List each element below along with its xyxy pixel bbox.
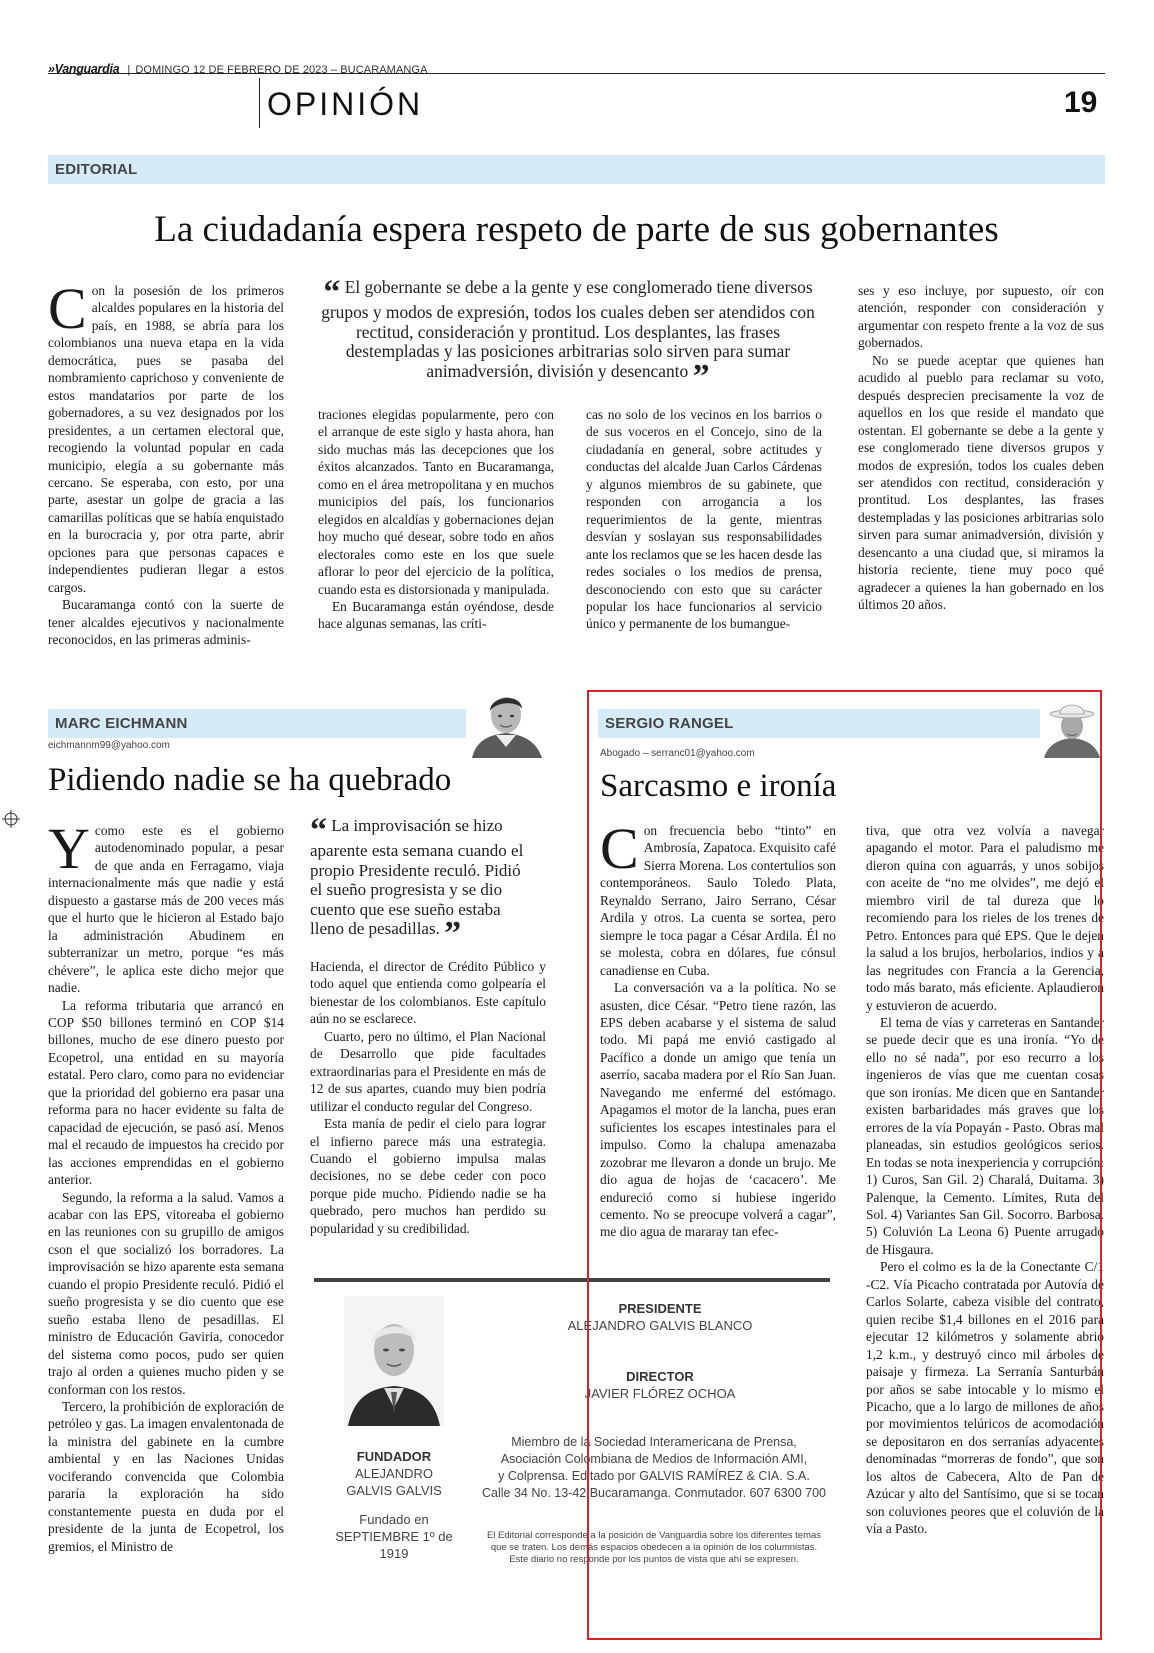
close-quote-icon: ” bbox=[444, 915, 462, 952]
paragraph: traciones elegidas popularmente, pero con el arranque de este siglo y hasta ahora, han sido muchas más las decepciones que los éxitos alcanzados. Tanto en Bucaramanga, como en el área metropolitana y en muchos municipios del país, los funcionarios elegidos en alcaldías y gobernaciones dejan hoy mucho qué desear, sobre todo en años electorales como este en los que suele aflorar lo peor del ejercicio de la política, cuando esta es distorsionada y manipulada. bbox=[318, 407, 554, 597]
editorial-pullquote: “ El gobernante se debe a la gente y ese conglomerado tiene diversos grupos y modos de expresión, todos los cuales deben ser atendidos con rectitud, consideración y prontitud. Los desplantes, las frases destempladas y las posiciones arbitrarias solo sirven para sumar animadversión, división y desencanto ” bbox=[321, 274, 815, 395]
founder-name: GALVIS GALVIS bbox=[346, 1483, 442, 1498]
director-label: DIRECTOR bbox=[626, 1369, 694, 1384]
paragraph: Hacienda, el director de Crédito Público y todo aquel que entienda como golpearía el bienestar de los colombianos. Este capítulo aún no se esclarece. bbox=[310, 959, 546, 1027]
column-right-col-1 bbox=[600, 816, 836, 1241]
president-label: PRESIDENTE bbox=[618, 1301, 702, 1316]
open-quote-icon: “ bbox=[310, 812, 327, 849]
disclaimer: El Editorial corresponde a la posición de Vanguardia sobre los diferentes temas que se traten. Los demás espacios obedecen a la opinión de los columnistas. Este diario no responde por los puntos de vista que ahí se expresen. bbox=[486, 1530, 822, 1565]
author-band-right bbox=[598, 709, 1104, 738]
founder-block bbox=[324, 1448, 464, 1562]
editorial-headline: La ciudadanía espera respeto de parte de sus gobernantes bbox=[154, 209, 999, 250]
author-name: SERGIO RANGEL bbox=[605, 715, 734, 732]
column-left-col-1 bbox=[48, 816, 284, 1555]
section-divider bbox=[259, 78, 260, 128]
president-block bbox=[560, 1300, 760, 1334]
masthead-rule bbox=[314, 1278, 830, 1282]
column-headline: Pidiendo nadie se ha quebrado bbox=[48, 762, 452, 798]
drop-cap: Y bbox=[48, 816, 90, 881]
author-email: Abogado – serranc01@yahoo.com bbox=[600, 748, 755, 759]
author-email: eichmannm99@yahoo.com bbox=[48, 740, 170, 751]
header-rule bbox=[48, 73, 1105, 74]
dateline: DOMINGO 12 DE FEBRERO DE 2023 – BUCARAMANGA bbox=[135, 64, 428, 76]
founder-name: ALEJANDRO bbox=[354, 1466, 434, 1481]
paragraph: cas no solo de los vecinos en los barrios o de sus voceros en el Concejo, sino de la ciudadanía en general, sobre actitudes y conductas del alcalde Juan Carlos Cárdenas y algunos miembros de su gabinete, que responden con arrogancia a los requerimientos de la gente, mientras desvían y soslayan sus responsabilidades ante los reclamos que se les hacen desde las redes sociales o los medios de prensa, desconociendo con esto que su carácter popular los hace funcionarios al servicio único y permanente de los bumangue- bbox=[586, 407, 822, 632]
founded-date: SEPTIEMBRE 1º de 1919 bbox=[335, 1529, 453, 1561]
founder-photo bbox=[344, 1296, 444, 1426]
close-quote-icon: ” bbox=[692, 357, 710, 395]
author-name: MARC EICHMANN bbox=[55, 715, 188, 732]
drop-cap: C bbox=[600, 816, 639, 881]
brand-logo: »Vanguardia bbox=[48, 62, 120, 76]
founded-date: Fundado en bbox=[359, 1512, 429, 1527]
paragraph: En Bucaramanga están oyéndose, desde hace algunas semanas, las críti- bbox=[318, 598, 554, 632]
editorial-col-1 bbox=[48, 276, 284, 649]
drop-cap: C bbox=[48, 276, 87, 341]
open-quote-icon: “ bbox=[323, 274, 341, 311]
page-header: »Vanguardia | DOMINGO 12 DE FEBRERO DE 2023 – BUCARAMANGA bbox=[48, 62, 428, 76]
paragraph: Tercero, la prohibición de exploración de petróleo y gas. La imagen envalentonada de la ministra del gabinete en la cumbre ambiental y en las Naciones Unidas vociferando convencida que Colombia pararía la exploración ha sido constantemente puesta en duda por el presidente de la junta de Ecopetrol, los gremios, el Ministro de bbox=[48, 1398, 284, 1554]
paragraph: Esta manía de pedir el cielo para lograr el infierno parece más una estrategia. Cuando el gobierno impulsa malas decisiones, no se debe ceder con poco porque pide mucho. Pidiendo nadie se ha quebrado, pero muchos han perdido su popularidad y su credibilidad. bbox=[310, 1116, 546, 1236]
column-left-col-2 bbox=[310, 958, 546, 1237]
director-name: JAVIER FLÓREZ OCHOA bbox=[584, 1386, 736, 1401]
registration-mark-icon bbox=[2, 810, 20, 828]
director-block bbox=[560, 1368, 760, 1402]
paragraph: on la posesión de los primeros alcaldes populares en la historia del país, en 1988, se abría para los colombianos una nueva etapa en la vida democrática, pues se pasaba del nombramiento caprichoso y conveniente de estos mandatarios por parte de los gobernadores, a su vez designados por los presidentes, a un certamen electoral que, recogiendo la voluntad popular en cada municipio, elegía a su gobernante más cercano. Se esperaba, con esto, por una parte, asestar un golpe de gracia a las camarillas políticas que se había enquistado en la burocracia y, por otra parte, abrir opciones para que personas capaces e independientes pudieran llegar a estos cargos. bbox=[48, 283, 284, 595]
editorial-col-4 bbox=[858, 282, 1104, 614]
paragraph: como este es el gobierno autodenominado popular, a pesar de que anda en Ferragamo, viaja internacionalmente más que nadie y está dispuesto a gastarse más de 200 veces más que el hurto que le hicieron al Estado bajo la administración Abudinem en subterranizar un metro, porque “es más chévere”, le aplica este dicho mejor que nadie. bbox=[48, 823, 284, 996]
president-name: ALEJANDRO GALVIS BLANCO bbox=[567, 1318, 753, 1333]
paragraph: Pero el colmo es la de la Conectante C/1 -C2. Vía Picacho contratada por Autovía de Carlos Solarte, cabeza visible del contrato, quien recibe $1,4 billones en el 2016 para ejecutar 12 kilómetros y solamente abrió 1,2 k.m., y destruyó cinco mil árboles de paisaje y firmeza. La Serranía Santurbán por años se sabe intocable y lo mismo el Picacho, que a lo largo de millones de años por movimientos telúricos de acomodación se depositaron en dos serranías adyacentes denominadas “morreras de fondo”, que son los altos de Cabecera, Alto de Pan de Azúcar y alto del Santísimo, que si se tocan son coluviones peores que el coluvión de la vía a Pasto. bbox=[866, 1259, 1104, 1537]
editorial-col-3 bbox=[586, 406, 822, 633]
paragraph: No se puede aceptar que quienes han acudido al pueblo para reclamar su voto, después desprecien precisamente la voz de aquellos en los que reside el mandato que ostentan. El gobernante se debe a la gente y ese conglomerado tiene diversos grupos y modos de expresión, todos los cuales deben ser atendidos con rectitud, consideración y prontitud. Los desplantes, las frases destempladas y las posiciones arbitrarias solo sirven para sumar animadversión, división y desencanto a una ciudad que, si miramos la historia reciente, tiene muy poco qué agradecer a quienes la han gobernado en los últimos 20 años. bbox=[858, 352, 1104, 613]
editorial-col-2 bbox=[318, 406, 554, 633]
column-headline: Sarcasmo e ironía bbox=[600, 768, 837, 804]
column-right-col-2 bbox=[866, 822, 1104, 1538]
paragraph: on frecuencia bebo “tinto” en Ambrosía, Zapatoca. Exquisito café Sierra Morena. Los contertulios son contemporáneos. Saulo Toledo Plata, Reynaldo Serrano, Jairo Serrano, César Ardila y otros. La cuenta se sortea, pero siempre le toca pagar a César Ardila. Él no se molesta, cobra en dólares, fue cónsul canadiense en Cuba. bbox=[600, 823, 836, 978]
paragraph: La reforma tributaria que arrancó en COP $50 billones terminó en COP $14 billones, mucho de ese dinero puesto por Ecopetrol, una entidad en su mayoría estatal. Pero claro, como para no evidenciar que la prioridad del gobierno era pasar una reforma para no hacer evidente su falta de capacidad de ejecución, se pasó así. Menos mal el recaudo de impuestos ha crecido por las acciones emprendidas en el gobierno anterior. bbox=[48, 997, 284, 1188]
paragraph: Cuarto, pero no último, el Plan Nacional de Desarrollo que pide facultades extraordinarias para el Presidente en más de 12 de sus apartes, cuando muy bien podría utilizar el conducto regular del Congreso. bbox=[310, 1028, 546, 1114]
paragraph: Bucaramanga contó con la suerte de tener alcaldes ejecutivos y nacionalmente reconocidos, en las primeras adminis- bbox=[48, 597, 284, 648]
author-photo-right bbox=[1040, 694, 1104, 758]
paragraph: La conversación va a la política. No se asusten, dice César. “Petro tiene razón, las EPS deben acabarse y el sistema de salud todo. Mi papá me envió castigado al Pacífico a donde un amigo que tenía un aserrío, sacaba madera por el Río San Juan. Navegando me enfermé del estómago. Apagamos el motor de la lancha, pues eran suficientes los escapes intestinales para el impulso. Como la chalupa amenazaba zozobrar me llevaron a donde un brujo. Me dio agua de hojas de ‘cacacero’. Me endureció como si hubiese ingerido cemento. No se preocupe volverá a cagar”, me dio agua de mararay tan efec- bbox=[600, 980, 836, 1240]
editorial-band bbox=[48, 155, 1105, 184]
author-photo-left bbox=[466, 683, 546, 758]
paragraph: Segundo, la reforma a la salud. Vamos a acabar con las EPS, vitoreaba el gobierno en las reuniones con su grupillo de amigos cson el que socializó los borradores. La improvisación se hizo aparente esta semana cuando el propio Presidente reculó. Pidió el sueño progresista y se dio cuento que ese sueño estaba lleno de pesadillas. El ministro de Educación Gaviria, conocedor del sistema como pocos, pudo ser quien trajo al orden a quienes mucho piden y se conforman con los restos. bbox=[48, 1189, 284, 1397]
paragraph: ses y eso incluye, por supuesto, oír con atención, responder con consideración y argumentar con respeto frente a la voz de sus gobernados. bbox=[858, 283, 1104, 351]
membership-info: Miembro de la Sociedad Interamericana de Prensa, Asociación Colombiana de Medios de Información AMI, y Colprensa. Editado por GALVIS RAMÍREZ & CIA. S.A. Calle 34 No. 13-42 Bucaramanga. Conmutador. 607 6300 700 bbox=[482, 1435, 826, 1500]
section-title: OPINIÓN bbox=[267, 86, 424, 122]
paragraph: El tema de vías y carreteras en Santander se puede decir que es una ironía. “Yo de ello no sé nada”, por eso recurro a los ingenieros de vías que me cuentan cosas que son ironías. Me dicen que en Santander existen barbaridades más graves que los errores de la vía Popayán - Pasto. Obras mal planeadas, sin estudios geológicos serios. En todas se nota inexperiencia y corrupción: 1) Curos, San Gil. 2) Charalá, Duitama. 3) Palenque, la Cemento. Límites, Ruta del Sol. 4) Variantes San Gil. Socorro. Barbosa. 5) Coluvión La Leona 6) Puente arrugado de Hisgaura. bbox=[866, 1014, 1104, 1257]
column-left-pullquote: “ La improvisación se hizo aparente esta semana cuando el propio Presidente reculó. Pidió el sueño progresista y se dio cuento que ese sueño estaba lleno de pesadillas. ” bbox=[310, 812, 524, 952]
founder-label: FUNDADOR bbox=[356, 1449, 432, 1464]
editorial-label: EDITORIAL bbox=[55, 161, 138, 178]
page-number: 19 bbox=[1064, 86, 1098, 119]
paragraph: tiva, que otra vez volvía a navegar apagando el motor. Para el paludismo me dieron quina con aguarrás, y unos sobijos con aceite de “no me olvides”, me dejó el miembro viril de tal dureza que lo recomiendo para los rieles de los trenes de Petro. Entonces para qué EPS. Que le dejen la salud a los brujos, herbolarios, indios y a las negritudes con Francia a la Gerencia, todo más barato, más eficiente. Aplaudieron y estuvieron de acuerdo. bbox=[866, 823, 1104, 1013]
